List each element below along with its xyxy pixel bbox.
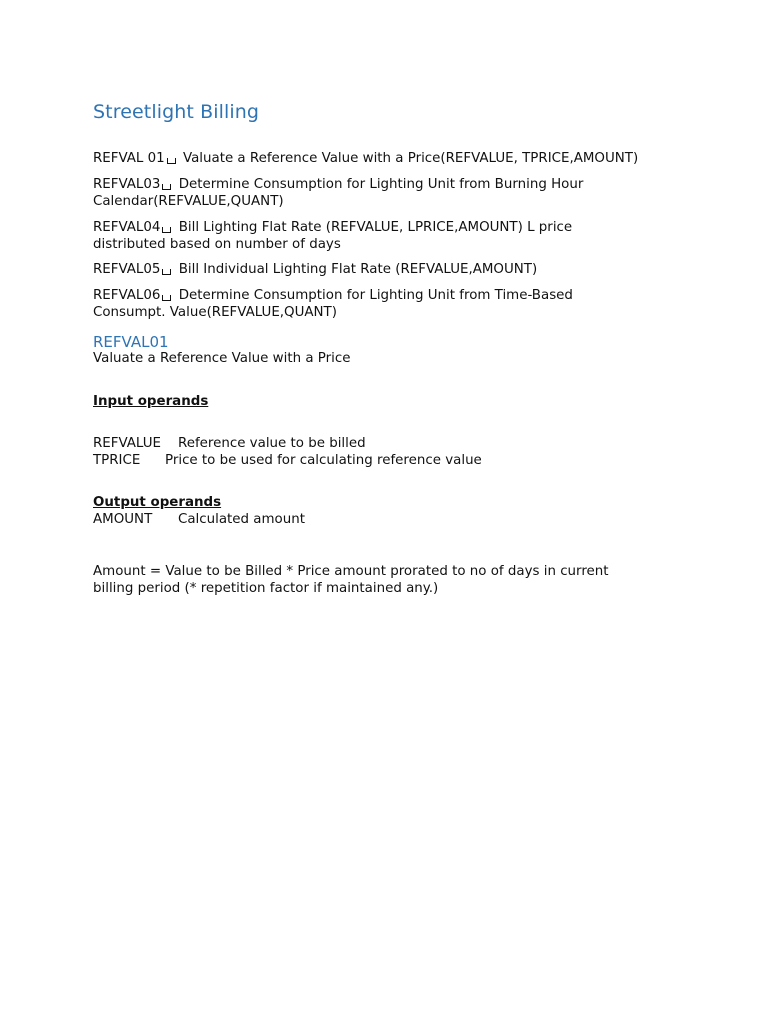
space-mark-icon bbox=[162, 295, 171, 301]
input-operand-row bbox=[93, 436, 366, 453]
list-item-code: REFVAL06 bbox=[93, 288, 161, 303]
formula-line: Amount = Value to be Billed * Price amount prorated to no of days in current bbox=[93, 564, 609, 579]
space-mark-icon bbox=[162, 184, 171, 190]
list-item-text: Valuate a Reference Value with a Price(REFVALUE, TPRICE,AMOUNT) bbox=[182, 151, 639, 166]
list-item-text-cont: Calendar(REFVALUE,QUANT) bbox=[93, 193, 284, 209]
section-heading: REFVAL01 bbox=[93, 333, 169, 351]
list-item-text-cont: Consumpt. Value(REFVALUE,QUANT) bbox=[93, 304, 337, 320]
operand-name: TPRICE bbox=[93, 453, 141, 468]
list-item-refval03 bbox=[93, 177, 583, 210]
list-item-code: REFVAL03 bbox=[93, 177, 161, 192]
section-subtitle: Valuate a Reference Value with a Price bbox=[93, 351, 351, 366]
list-item-refval06 bbox=[93, 288, 573, 321]
list-item-code: REFVAL 01 bbox=[93, 151, 165, 166]
document-title: Streetlight Billing bbox=[93, 101, 260, 123]
space-mark-icon bbox=[162, 227, 171, 233]
space-mark-icon bbox=[167, 158, 176, 164]
space-mark-icon bbox=[162, 269, 171, 275]
output-operand-row bbox=[93, 512, 305, 529]
operand-desc: Calculated amount bbox=[178, 512, 305, 527]
operand-name: REFVALUE bbox=[93, 436, 161, 451]
operand-desc: Reference value to be billed bbox=[178, 436, 366, 451]
input-operand-row bbox=[93, 453, 482, 470]
output-operands-heading: Output operands bbox=[93, 495, 222, 510]
list-item-code: REFVAL04 bbox=[93, 220, 161, 235]
operand-name: AMOUNT bbox=[93, 512, 153, 527]
list-item-text: Bill Lighting Flat Rate (REFVALUE, LPRICE,AMOUNT) L price bbox=[178, 220, 573, 235]
input-operands-heading: Input operands bbox=[93, 394, 209, 409]
list-item-refval05 bbox=[93, 262, 537, 279]
formula-line: billing period (* repetition factor if maintained any.) bbox=[93, 580, 439, 596]
list-item-text-cont: distributed based on number of days bbox=[93, 236, 341, 252]
list-item-text: Determine Consumption for Lighting Unit from Burning Hour bbox=[178, 177, 584, 192]
list-item-refval01 bbox=[93, 151, 638, 168]
list-item-refval04 bbox=[93, 220, 572, 253]
list-item-text: Bill Individual Lighting Flat Rate (REFVALUE,AMOUNT) bbox=[178, 262, 538, 277]
formula-paragraph bbox=[93, 564, 609, 597]
operand-desc: Price to be used for calculating reference value bbox=[165, 453, 482, 468]
list-item-text: Determine Consumption for Lighting Unit from Time-Based bbox=[178, 288, 573, 303]
list-item-code: REFVAL05 bbox=[93, 262, 161, 277]
